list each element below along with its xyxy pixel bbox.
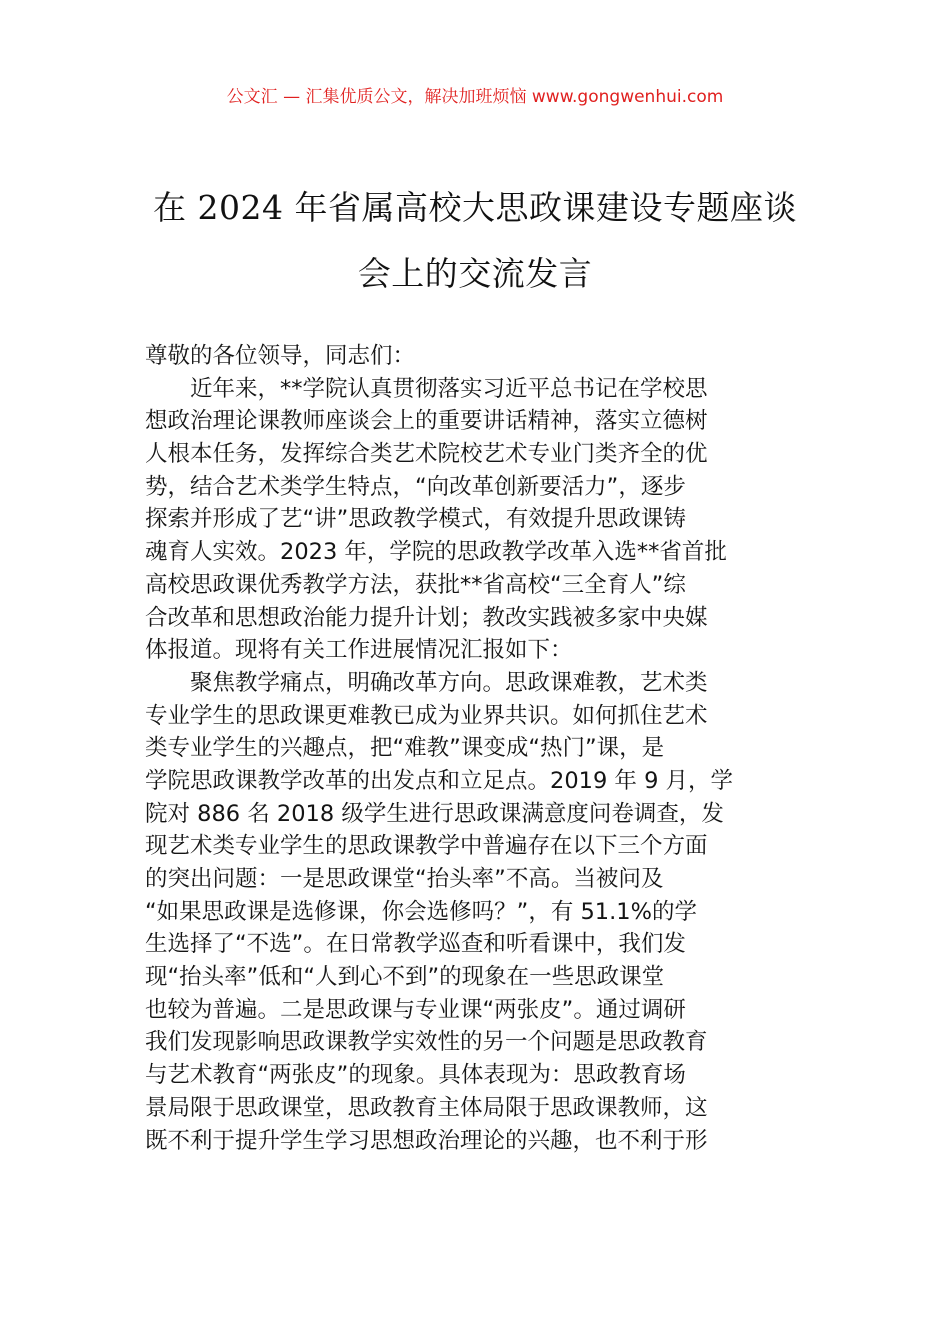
document-title-line-1: 在 2024 年省属高校大思政课建设专题座谈	[153, 188, 797, 227]
paragraph-1-line: 探索并形成了艺“讲”思政教学模式，有效提升思政课铸	[145, 506, 686, 533]
paragraph-text: 聚焦教学痛点，明确改革方向。思政课难教，艺术类	[190, 669, 708, 696]
paragraph-1-line: 合改革和思想政治能力提升计划；教改实践被多家中央媒	[145, 604, 708, 631]
paragraph-2-line: 我们发现影响思政课教学实效性的另一个问题是思政教育	[145, 1029, 708, 1056]
paragraph-2-line: 类专业学生的兴趣点，把“难教”课变成“热门”课，是	[145, 735, 665, 762]
paragraph-2-line: 学院思政课教学改革的出发点和立足点。2019 年 9 月，学	[145, 767, 734, 794]
paragraph-2-line: 与艺术教育“两张皮”的现象。具体表现为：思政教育场	[145, 1062, 686, 1089]
paragraph-2-line: 现艺术类专业学生的思政课教学中普遍存在以下三个方面	[145, 833, 708, 860]
paragraph-1-line: 体报道。现将有关工作进展情况汇报如下：	[145, 637, 573, 664]
paragraph-2-line: 也较为普遍。二是思政课与专业课“两张皮”。通过调研	[145, 996, 686, 1023]
header-banner: 公文汇 — 汇集优质公文，解决加班烦恼 www.gongwenhui.com	[226, 87, 724, 107]
paragraph-1-line: 高校思政课优秀教学方法，获批**省高校“三全育人”综	[145, 571, 686, 598]
paragraph-2-line: 既不利于提升学生学习思想政治理论的兴趣，也不利于形	[145, 1127, 708, 1154]
paragraph-2-line: 生选择了“不选”。在日常教学巡查和听看课中，我们发	[145, 931, 686, 958]
paragraph-2-line: 专业学生的思政课更难教已成为业界共识。如何抓住艺术	[145, 702, 708, 729]
paragraph-1-line	[145, 373, 810, 406]
paragraph-2-line: “如果思政课是选修课，你会选修吗？”，有 51.1%的学	[145, 898, 697, 925]
paragraph-2-line: 现“抬头率”低和“人到心不到”的现象在一些思政课堂	[145, 964, 665, 991]
paragraph-1-line: 人根本任务，发挥综合类艺术院校艺术专业门类齐全的优	[145, 441, 708, 468]
paragraph-2-line: 院对 886 名 2018 级学生进行思政课满意度问卷调查，发	[145, 800, 724, 827]
paragraph-2-line: 的突出问题：一是思政课堂“抬头率”不高。当被问及	[145, 866, 664, 892]
paragraph-1-line: 想政治理论课教师座谈会上的重要讲话精神，落实立德树	[145, 408, 708, 435]
salutation: 尊敬的各位领导，同志们：	[145, 343, 416, 369]
paragraph-1-line: 势，结合艺术类学生特点，“向改革创新要活力”，逐步	[145, 473, 686, 500]
paragraph-1-line: 魂育人实效。2023 年，学院的思政教学改革入选**省首批	[145, 539, 727, 566]
document-title-line-2: 会上的交流发言	[357, 254, 593, 293]
paragraph-2-line: 景局限于思政课堂，思政教育主体局限于思政课教师，这	[145, 1094, 708, 1121]
document-body	[145, 340, 810, 1157]
paragraph-text: 近年来，**学院认真贯彻落实习近平总书记在学校思	[190, 375, 708, 402]
paragraph-2-line	[145, 667, 810, 700]
